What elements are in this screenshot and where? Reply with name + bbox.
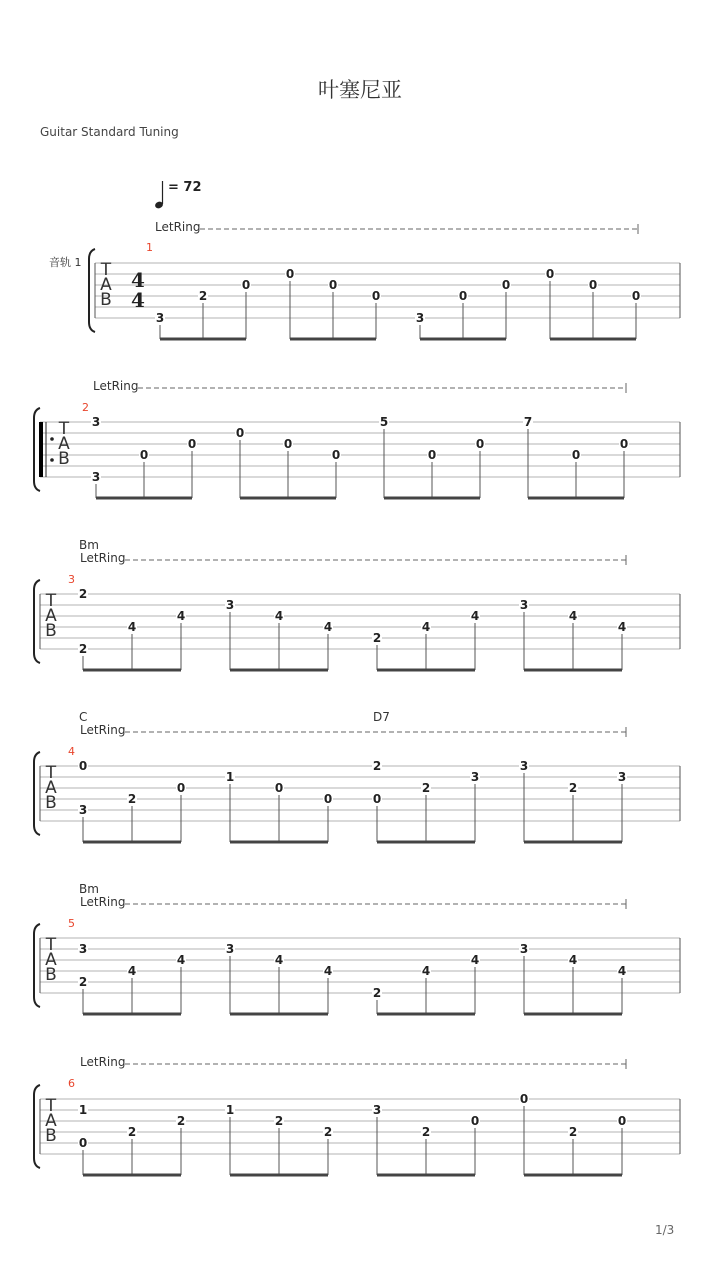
fret-number: 3	[519, 759, 529, 773]
fret-number: 3	[78, 803, 88, 817]
fret-number: 2	[274, 1114, 284, 1128]
fret-number: 0	[617, 1114, 627, 1128]
chord-name: Bm	[79, 538, 99, 552]
fret-number: 3	[415, 311, 425, 325]
fret-number: 2	[127, 1125, 137, 1139]
fret-number: 4	[421, 620, 431, 634]
system-bracket	[89, 249, 95, 332]
fret-number: 4	[617, 964, 627, 978]
fret-number: 0	[475, 437, 485, 451]
time-signature-bottom: 4	[131, 288, 145, 312]
fret-number: 0	[283, 437, 293, 451]
fret-number: 0	[139, 448, 149, 462]
fret-number: 0	[176, 781, 186, 795]
tab-clef-letter: B	[45, 621, 57, 641]
fret-number: 3	[519, 598, 529, 612]
fret-number: 2	[568, 781, 578, 795]
tab-clef-letter: T	[45, 591, 57, 611]
repeat-bar	[39, 422, 43, 477]
tab-clef-letter: A	[100, 275, 112, 295]
let-ring-label: LetRing	[80, 551, 126, 565]
system-bracket	[34, 1085, 40, 1168]
tab-clef-letter: A	[45, 950, 57, 970]
time-signature-top: 4	[131, 268, 145, 292]
let-ring-label: LetRing	[80, 895, 126, 909]
tab-clef-letter: B	[45, 1126, 57, 1146]
fret-number: 3	[225, 598, 235, 612]
fret-number: 2	[176, 1114, 186, 1128]
tab-clef-letter: B	[58, 449, 70, 469]
repeat-dot	[50, 458, 54, 462]
tab-clef-letter: A	[45, 606, 57, 626]
fret-number: 2	[127, 792, 137, 806]
fret-number: 5	[379, 415, 389, 429]
fret-number: 0	[588, 278, 598, 292]
fret-number: 2	[372, 631, 382, 645]
fret-number: 0	[187, 437, 197, 451]
fret-number: 7	[523, 415, 533, 429]
tab-clef-letter: B	[45, 793, 57, 813]
fret-number: 4	[176, 953, 186, 967]
measure-number: 4	[68, 745, 75, 758]
measure-number: 6	[68, 1077, 75, 1090]
tab-clef-letter: B	[45, 965, 57, 985]
fret-number: 2	[78, 642, 88, 656]
fret-number: 2	[568, 1125, 578, 1139]
fret-number: 3	[225, 942, 235, 956]
tab-clef-letter: A	[45, 1111, 57, 1131]
fret-number: 3	[155, 311, 165, 325]
fret-number: 4	[568, 953, 578, 967]
fret-number: 0	[241, 278, 251, 292]
let-ring-label: LetRing	[93, 379, 139, 393]
fret-number: 3	[91, 415, 101, 429]
tab-clef-letter: A	[58, 434, 70, 454]
fret-number: 0	[274, 781, 284, 795]
fret-number: 4	[323, 964, 333, 978]
tempo-marking: = 72	[168, 180, 202, 195]
fret-number: 4	[617, 620, 627, 634]
fret-number: 0	[285, 267, 295, 281]
fret-number: 0	[501, 278, 511, 292]
track-name: 音轨 1	[49, 256, 82, 269]
fret-number: 2	[198, 289, 208, 303]
tab-clef-letter: T	[100, 260, 112, 280]
fret-number: 3	[91, 470, 101, 484]
fret-number: 3	[372, 1103, 382, 1117]
fret-number: 0	[427, 448, 437, 462]
tab-clef-letter: T	[45, 935, 57, 955]
fret-number: 4	[127, 964, 137, 978]
chord-name: D7	[373, 710, 390, 724]
fret-number: 0	[470, 1114, 480, 1128]
fret-number: 3	[78, 942, 88, 956]
tab-clef-letter: T	[58, 419, 70, 439]
score-title: 叶塞尼亚	[318, 78, 402, 102]
measure-number: 3	[68, 573, 75, 586]
measure-number: 2	[82, 401, 89, 414]
fret-number: 0	[458, 289, 468, 303]
let-ring-label: LetRing	[80, 1055, 126, 1069]
fret-number: 1	[78, 1103, 88, 1117]
fret-number: 0	[331, 448, 341, 462]
fret-number: 2	[372, 986, 382, 1000]
fret-number: 4	[127, 620, 137, 634]
fret-number: 3	[470, 770, 480, 784]
fret-number: 4	[274, 953, 284, 967]
fret-number: 4	[176, 609, 186, 623]
fret-number: 1	[225, 770, 235, 784]
fret-number: 0	[328, 278, 338, 292]
fret-number: 0	[571, 448, 581, 462]
fret-number: 4	[470, 609, 480, 623]
fret-number: 0	[371, 289, 381, 303]
fret-number: 2	[421, 781, 431, 795]
fret-number: 0	[619, 437, 629, 451]
fret-number: 2	[372, 759, 382, 773]
fret-number: 3	[617, 770, 627, 784]
fret-number: 2	[323, 1125, 333, 1139]
fret-number: 4	[470, 953, 480, 967]
fret-number: 2	[78, 587, 88, 601]
system-bracket	[34, 924, 40, 1007]
page-number: 1/3	[655, 1223, 675, 1237]
fret-number: 0	[519, 1092, 529, 1106]
fret-number: 2	[78, 975, 88, 989]
let-ring-label: LetRing	[80, 723, 126, 737]
fret-number: 0	[78, 759, 88, 773]
measure-number: 1	[146, 241, 153, 254]
measure-number: 5	[68, 917, 75, 930]
fret-number: 0	[631, 289, 641, 303]
fret-number: 2	[421, 1125, 431, 1139]
fret-number: 0	[78, 1136, 88, 1150]
let-ring-label: LetRing	[155, 220, 201, 234]
fret-number: 4	[274, 609, 284, 623]
tab-clef-letter: T	[45, 1096, 57, 1116]
fret-number: 0	[235, 426, 245, 440]
tuning-label: Guitar Standard Tuning	[40, 125, 179, 139]
tab-clef-letter: B	[100, 290, 112, 310]
tab-clef-letter: A	[45, 778, 57, 798]
fret-number: 4	[421, 964, 431, 978]
chord-name: Bm	[79, 882, 99, 896]
fret-number: 4	[568, 609, 578, 623]
repeat-dot	[50, 437, 54, 441]
fret-number: 3	[519, 942, 529, 956]
fret-number: 4	[323, 620, 333, 634]
chord-name: C	[79, 710, 88, 724]
fret-number: 0	[323, 792, 333, 806]
fret-number: 0	[545, 267, 555, 281]
system-bracket	[34, 580, 40, 663]
system-bracket	[34, 752, 40, 835]
fret-number: 1	[225, 1103, 235, 1117]
tab-clef-letter: T	[45, 763, 57, 783]
fret-number: 0	[372, 792, 382, 806]
